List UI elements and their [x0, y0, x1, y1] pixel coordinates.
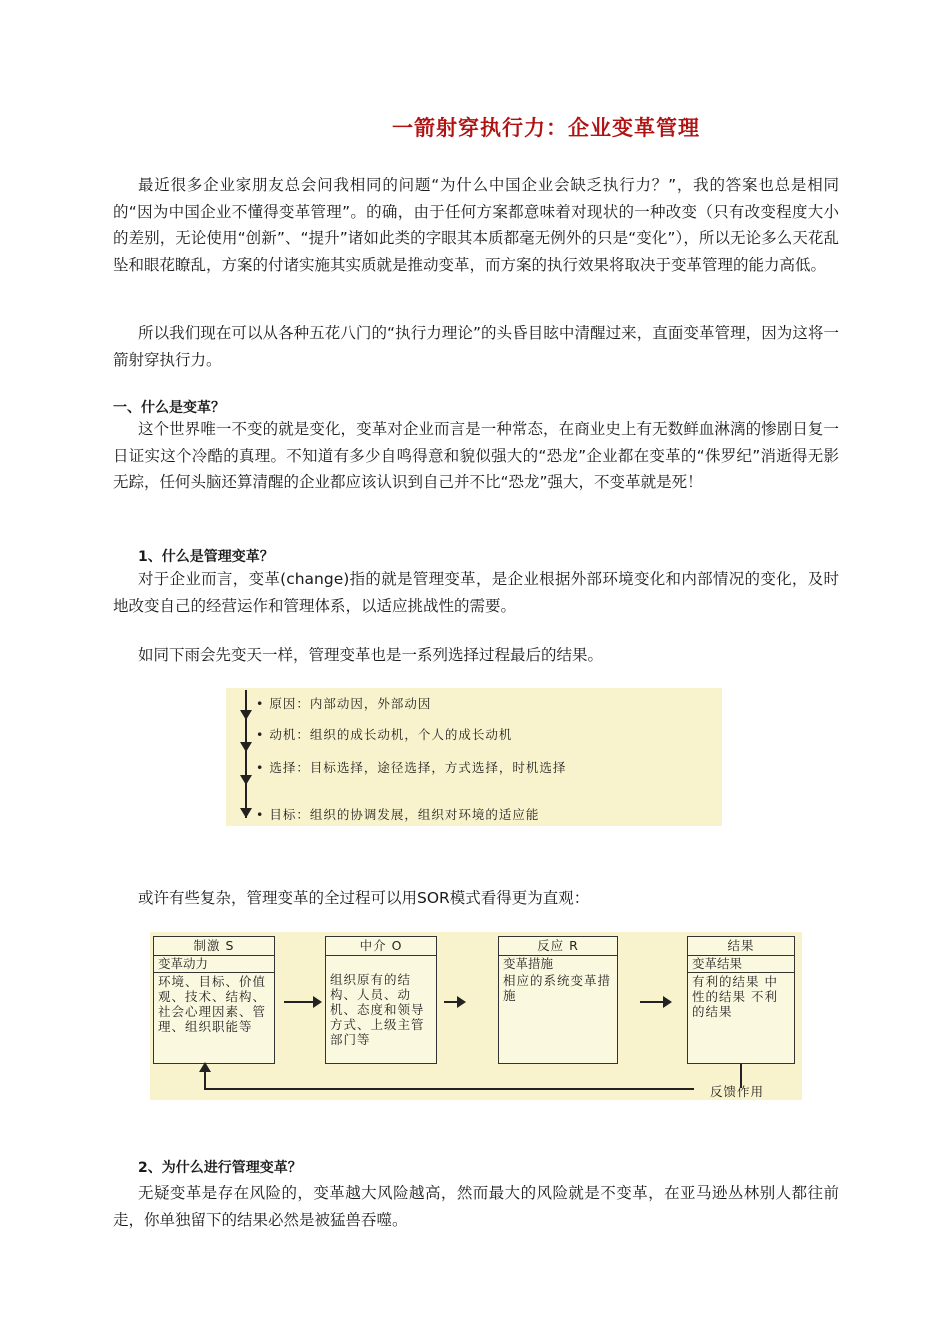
- feedback-line: [204, 1088, 694, 1090]
- right-arrow-icon: [284, 1001, 314, 1003]
- feedback-label: 反馈作用: [710, 1084, 765, 1099]
- subsection-heading-1: 1、什么是管理变革？: [138, 549, 274, 565]
- subsection-1-text-2: 如同下雨会先变天一样，管理变革也是一系列选择过程最后的结果。: [138, 646, 604, 664]
- down-arrow-icon: [240, 808, 252, 818]
- sor-box-result: [687, 936, 795, 1064]
- sor-model-figure: [150, 932, 802, 1100]
- intro-paragraph-1: 最近很多企业家朋友总会问我相同的问题“为什么中国企业会缺乏执行力？”，我的答案也总是相同的“因为中国企业不懂得变革管理”。的确，由于任何方案都意味着对现状的一种改变（只有改变程度大小的差别，无论使用“创新”、“提升”诸如此类的字眼其本质都毫无例外的只是“变化”），所以无论多么天花乱坠和眼花瞭乱，方案的付诸实施其实质就是推动变革，而方案的执行效果将取决于变革管理的能力高低。: [113, 176, 839, 274]
- right-arrow-icon: [444, 1001, 458, 1003]
- sor-box-header: 结果: [688, 937, 794, 956]
- subsection-2-text: 无疑变革是存在风险的，变革越大风险越高，然而最大的风险就是不变革，在亚马逊丛林别人都往前走，你单独留下的结果必然是被猛兽吞噬。: [113, 1184, 839, 1229]
- document-title: 一箭射穿执行力：企业变革管理: [392, 116, 700, 140]
- sor-box-response: [498, 936, 618, 1064]
- right-arrow-icon: [640, 1001, 664, 1003]
- change-process-figure: [226, 688, 722, 826]
- sor-box-subheader: 变革动力: [154, 956, 274, 973]
- down-arrow-icon: [240, 742, 252, 752]
- down-arrow-icon: [240, 710, 252, 720]
- sor-box-stimulus: [153, 936, 275, 1064]
- section-1-text: 这个世界唯一不变的就是变化，变革对企业而言是一种常态，在商业史上有无数鲜血淋漓的惨剧日复一日证实这个冷酷的真理。不知道有多少自鸣得意和貌似强大的“恐龙”企业都在变革的“侏罗纪”消逝得无影无踪，任何头脑还算清醒的企业都应该认识到自己并不比“恐龙”强大，不变革就是死！: [113, 420, 839, 491]
- figure1-row-motive: • 动机：组织的成长动机，个人的成长动机: [256, 727, 513, 742]
- sor-box-header: 制激 S: [154, 937, 274, 956]
- subsection-heading-2: 2、为什么进行管理变革？: [138, 1160, 302, 1176]
- sor-intro-text: 或许有些复杂，管理变革的全过程可以用SOR模式看得更为直观：: [138, 889, 590, 907]
- feedback-line: [204, 1070, 206, 1090]
- sor-box-body: 环境、目标、价值观、技术、结构、社会心理因素、管理、组织职能等: [158, 974, 267, 1034]
- figure1-row-goal: • 目标：组织的协调发展，组织对环境的适应能: [256, 807, 540, 822]
- sor-box-body: 有利的结果 中性的结果 不利的结果: [692, 974, 778, 1019]
- intro-paragraph-2: 所以我们现在可以从各种五花八门的“执行力理论”的头昏目眩中清醒过来，直面变革管理，因为这将一箭射穿执行力。: [113, 324, 839, 369]
- section-heading-1: 一、什么是变革？: [113, 400, 225, 416]
- sor-box-header: 反应 R: [499, 937, 617, 956]
- figure1-row-reason: • 原因：内部动因，外部动因: [256, 696, 432, 711]
- sor-box-body: 组织原有的结构、人员、动机、态度和领导方式、上级主管部门等: [330, 972, 425, 1047]
- sor-box-subheader: 变革结果: [688, 956, 794, 973]
- sor-box-subheader: 变革措施: [503, 956, 554, 971]
- up-arrow-icon: [199, 1062, 211, 1072]
- sor-box-organism: [325, 936, 437, 1064]
- figure1-row-choice: • 选择：目标选择，途径选择，方式选择，时机选择: [256, 760, 567, 775]
- sor-box-header: 中介 O: [326, 937, 436, 956]
- down-arrow-icon: [240, 775, 252, 785]
- subsection-1-text: 对于企业而言，变革(change)指的就是管理变革，是企业根据外部环境变化和内部情况的变化，及时地改变自己的经营运作和管理体系，以适应挑战性的需要。: [113, 570, 839, 615]
- sor-box-body: 相应的系统变革措施: [503, 973, 612, 1003]
